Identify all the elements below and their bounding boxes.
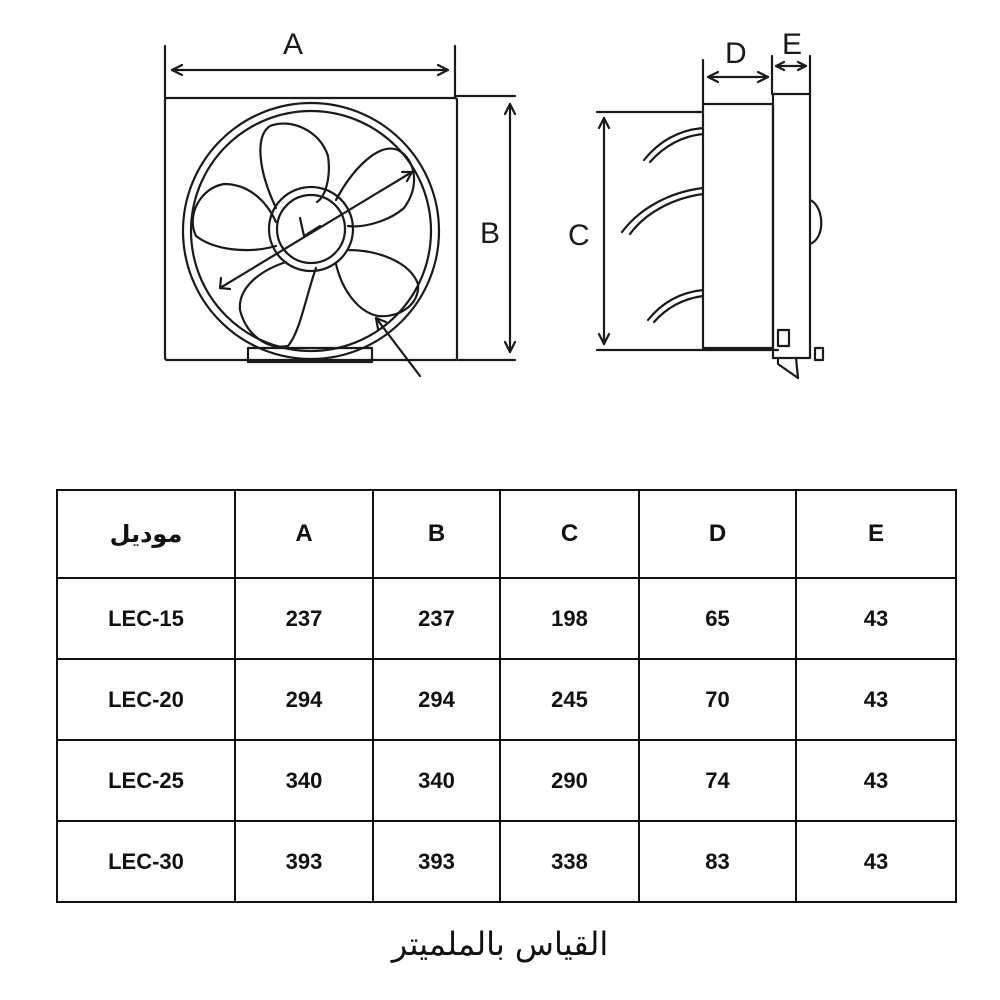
cell-a: 237 [235,578,373,659]
cell-d: 65 [639,578,796,659]
cell-c: 198 [500,578,639,659]
header-e: E [796,490,956,578]
table-header-row [57,490,956,578]
cell-e: 43 [796,659,956,740]
table-row [57,821,956,902]
cell-e: 43 [796,821,956,902]
cell-b: 340 [373,740,500,821]
cell-d: 83 [639,821,796,902]
cell-a: 340 [235,740,373,821]
dimension-label-c: C [568,219,590,252]
cell-e: 43 [796,578,956,659]
header-model: موديل [57,490,235,578]
header-a: A [235,490,373,578]
cell-model: LEC-25 [57,740,235,821]
cell-a: 393 [235,821,373,902]
header-b: B [373,490,500,578]
cell-e: 43 [796,740,956,821]
cell-model: LEC-20 [57,659,235,740]
table-row [57,659,956,740]
dimension-label-a: A [283,28,304,61]
cell-c: 338 [500,821,639,902]
cell-d: 74 [639,740,796,821]
cell-b: 237 [373,578,500,659]
dimension-label-b: B [480,217,501,250]
cell-model: LEC-15 [57,578,235,659]
fan-front-view [165,46,515,376]
dimension-label-e: E [782,28,803,61]
cell-a: 294 [235,659,373,740]
cell-c: 290 [500,740,639,821]
cell-b: 294 [373,659,500,740]
fan-side-view [597,56,823,378]
measurement-unit-note: القياس بالملميتر [391,925,609,963]
fan-dimension-diagram [0,0,1000,460]
header-c: C [500,490,639,578]
table-row [57,740,956,821]
cell-d: 70 [639,659,796,740]
dimension-label-d: D [725,37,747,70]
cell-c: 245 [500,659,639,740]
table-row [57,578,956,659]
header-d: D [639,490,796,578]
cell-model: LEC-30 [57,821,235,902]
cell-b: 393 [373,821,500,902]
dimensions-table [56,489,957,903]
